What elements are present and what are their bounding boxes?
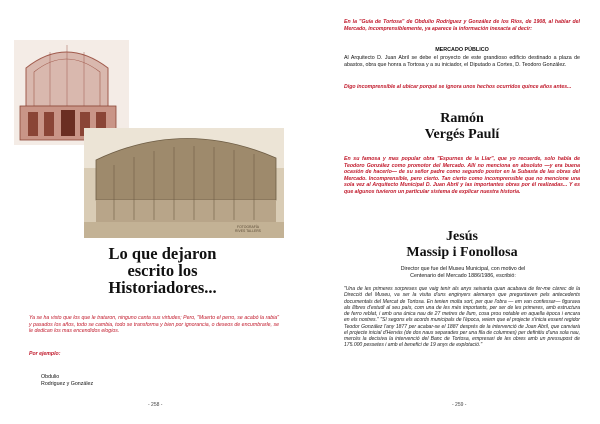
- right-page-number: - 259 -: [452, 402, 467, 408]
- market-text: Al Arquitecto D. Juan Abril se debe el proyecto de este grandioso edificio destinado a plaza de abastos, obra que honra a Tortosa y a su iniciador, el Diputado a Cortes, D. Teodoro González.: [344, 55, 580, 68]
- right-page: [300, 0, 600, 424]
- market-building-illustration: [14, 40, 294, 240]
- left-page-number: - 258 -: [148, 402, 163, 408]
- author-line-2: Rodriguez y González: [41, 380, 94, 387]
- left-section-title: [70, 245, 255, 296]
- title-line-3: Historiadores...: [108, 278, 217, 297]
- comment-text: Digo incomprensible al ubicar porqué se ignora unos hechos ocurridos quince años antes...: [344, 84, 572, 90]
- verges-name-line-1: Ramón: [440, 111, 484, 126]
- example-label: Por ejemplo:: [29, 351, 61, 357]
- massip-intro: Director que fue del Museu Municipal, con motivo del Centenario del Mercado 1886/1986, escribió:: [400, 266, 526, 279]
- title-line-2: escrito los: [127, 261, 198, 280]
- verges-heading: [344, 111, 580, 143]
- title-line-1: Lo que dejaron: [108, 244, 217, 263]
- massip-name-line-2: Massip i Fonollosa: [406, 245, 518, 260]
- massip-quote: "Una de les primeres sorpreses que vaig tenir als anys seixanta quan acabava de fer-me càrrec de la Direcció del Museu, va ser la visita d'uns enginyers alemanys que preguntaven pels antecedents documentals del Mercat de Tortosa. En tenien molta sort, per que l'obra — em van confessar— figurava als llibres d'estudi al seu país, com una de les més importants, per ser de les primeres, amb estructura de ferro reblat, i amb una única nau de 27 metres de llum, cosa prou notable en aquella època i encara en els nostres." "Sí segons els acords municipals de l'època, veiem que el projecte s'inicia essent regidor Teodor González l'any 1877 per acabar-se el 1887 després de la intervenció de Joan Abril, que canviarà el projecte inicial d'Hervàs (de dos naus separades per una fila de columnes) per definitiu d'una sola nau, mercès la decisiva la intervenció del Banc de Tortosa, empresari de les obres amb un pressupost de 175.000 pessetes i amb el benefici de 19 anys de explotació.": [344, 286, 580, 349]
- left-quote: Ya se ha visto que los que le trataron, ninguno canta sus virtudes; Pero, "Muerto el perro, se acabó la rabia" y pasados los años, todo se cambia, todo se transforma y bien por ignorancia, o deseos de encumbrarle, se le dedican los mas encendidos elogios.: [29, 315, 279, 334]
- verges-text: En su famosa y mas popular obra "Espurnes de la Llar", que yo recuerde, solo habla de Teodoro González como promotor del Mercado. Allí no menciona en absoluto —y era buena ocasión de hacerlo— de su señor padre como segundo postor en la Subasta de las obras del Mercado. Incomprensible, pero cierto. Tan cierto como incomprensible que no mencione una sola vez al Arquitecto Municipal D. Juan Abril y las importantes obras por él realizadas... Y es que algunos tuvieron un particular sistema de explicar nuestra historia.: [344, 156, 580, 195]
- massip-heading: [344, 229, 580, 261]
- intro-text: En la "Guía de Tortosa" de Obdulio Rodríguez y González de los Ríos, de 1908, al hablar del Mercado, incomprensiblemente, ya aparece la información inexacta al decir:: [344, 19, 580, 32]
- market-heading: MERCADO PÚBLICO: [435, 47, 489, 53]
- market-sepia-photo: [84, 128, 284, 238]
- author-block: [41, 374, 161, 387]
- author-line-1: Obdulio: [41, 374, 60, 380]
- massip-name-line-1: Jesús: [446, 229, 478, 244]
- illustration-caption: FOTOGRAFÍA RIVES TALLERS: [235, 225, 261, 233]
- verges-name-line-2: Vergés Paulí: [424, 127, 500, 142]
